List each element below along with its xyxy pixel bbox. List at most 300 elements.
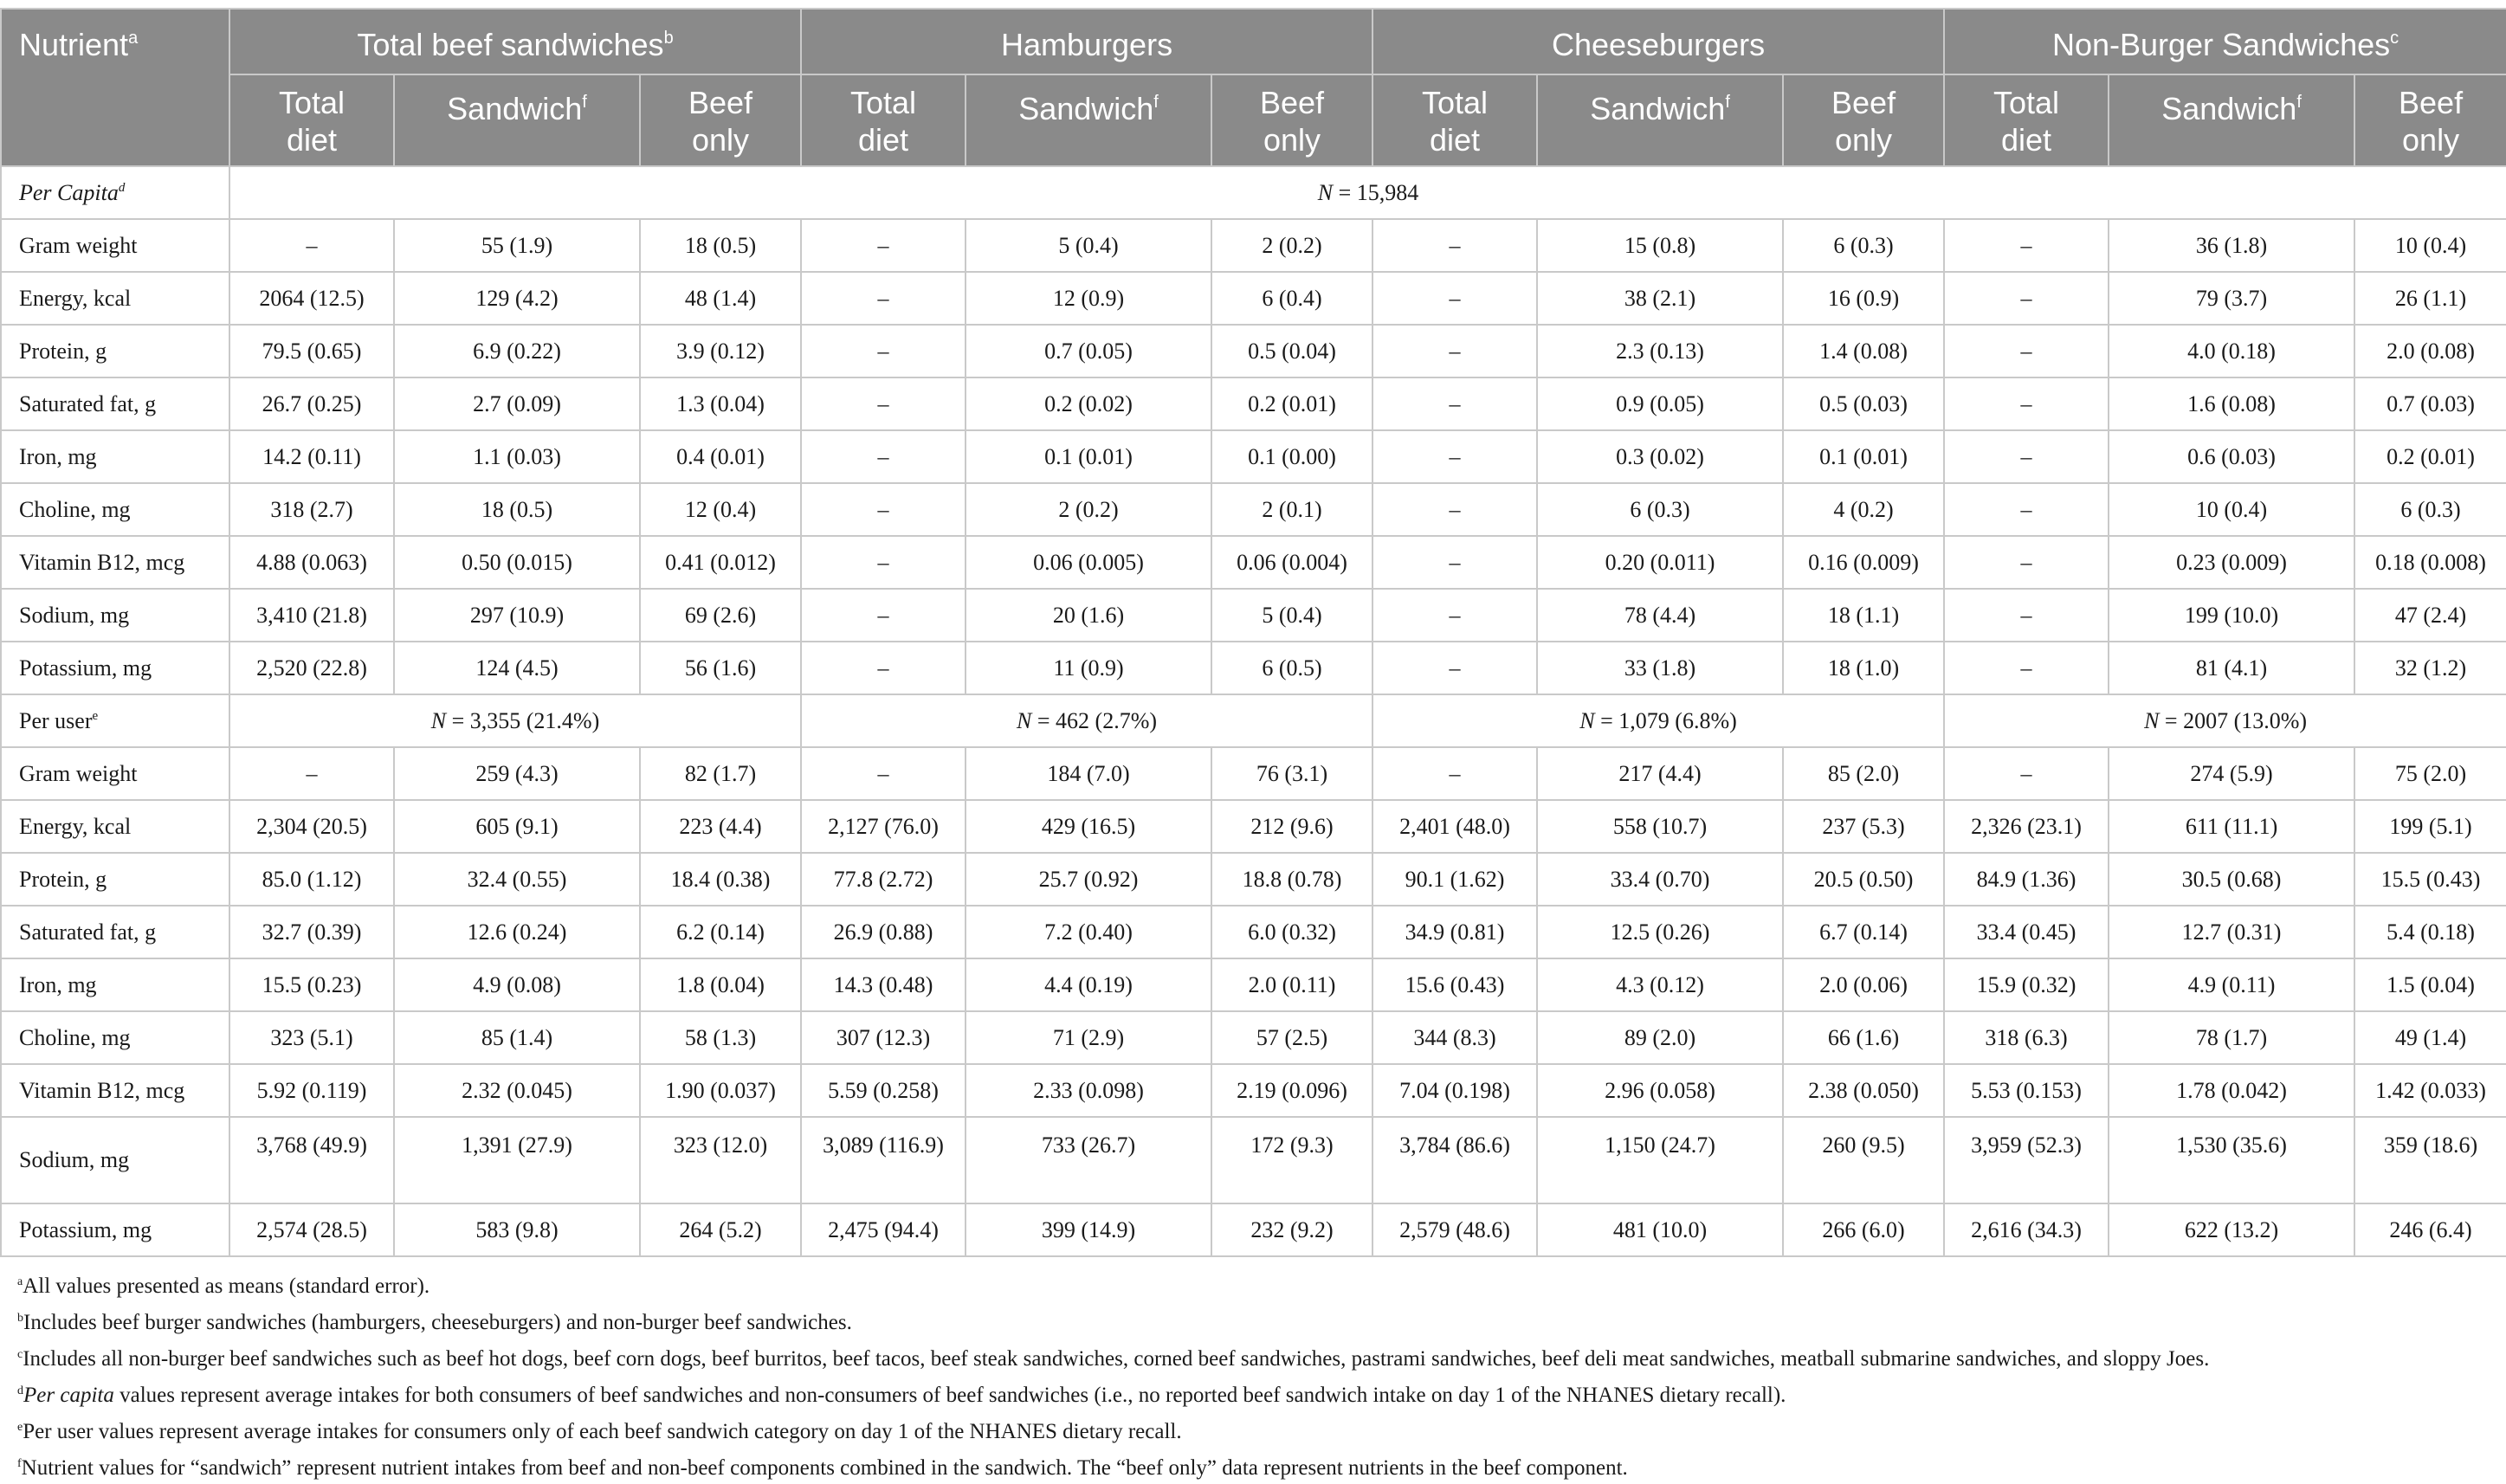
footnote-marker: f bbox=[17, 1457, 22, 1470]
table-cell: 7.2 (0.40) bbox=[966, 906, 1211, 958]
table-cell: 2.19 (0.096) bbox=[1211, 1064, 1372, 1117]
row-label: Saturated fat, g bbox=[1, 906, 229, 958]
table-row bbox=[1, 536, 2506, 589]
table-cell: – bbox=[1944, 377, 2109, 430]
footnote-text: Nutrient values for “sandwich” represent nutrient intakes from beef and non-beef components combined in the sandwich. The “beef only” data represent nutrients in the beef component. bbox=[21, 1456, 1628, 1480]
table-cell: 0.6 (0.03) bbox=[2109, 430, 2354, 483]
table-cell: 2,326 (23.1) bbox=[1944, 800, 2109, 853]
footnote bbox=[17, 1339, 2506, 1375]
table-cell: 184 (7.0) bbox=[966, 747, 1211, 800]
subheader-sandwich bbox=[2109, 74, 2354, 166]
row-label: Potassium, mg bbox=[1, 1203, 229, 1256]
table-cell: 2.96 (0.058) bbox=[1537, 1064, 1783, 1117]
table-cell: 1,391 (27.9) bbox=[394, 1117, 640, 1203]
table-cell: 6 (0.3) bbox=[2354, 483, 2506, 536]
per-user-n-value: = 3,355 (21.4%) bbox=[446, 707, 600, 733]
table-cell: 79.5 (0.65) bbox=[229, 325, 394, 377]
table-cell: 0.4 (0.01) bbox=[640, 430, 801, 483]
row-label: Choline, mg bbox=[1, 483, 229, 536]
table-cell: 81 (4.1) bbox=[2109, 642, 2354, 694]
table-cell: – bbox=[1372, 272, 1537, 325]
table-cell: 2 (0.2) bbox=[1211, 219, 1372, 272]
table-cell: 2,616 (34.3) bbox=[1944, 1203, 2109, 1256]
table-cell: 6.2 (0.14) bbox=[640, 906, 801, 958]
table-cell: 611 (11.1) bbox=[2109, 800, 2354, 853]
table-cell: 2 (0.1) bbox=[1211, 483, 1372, 536]
table-cell: 85.0 (1.12) bbox=[229, 853, 394, 906]
subheader-total-diet bbox=[1372, 74, 1537, 166]
table-cell: 318 (6.3) bbox=[1944, 1011, 2109, 1064]
footnote-marker: d bbox=[17, 1384, 23, 1397]
table-row bbox=[1, 430, 2506, 483]
subheader-sandwich bbox=[1537, 74, 1783, 166]
table-cell: 0.9 (0.05) bbox=[1537, 377, 1783, 430]
per-user-n-symbol: N bbox=[430, 707, 447, 733]
table-cell: 4.0 (0.18) bbox=[2109, 325, 2354, 377]
table-cell: 199 (5.1) bbox=[2354, 800, 2506, 853]
row-label: Iron, mg bbox=[1, 430, 229, 483]
table-cell: 26 (1.1) bbox=[2354, 272, 2506, 325]
table-cell: 20 (1.6) bbox=[966, 589, 1211, 642]
table-cell: 5.59 (0.258) bbox=[801, 1064, 966, 1117]
table-cell: 5.53 (0.153) bbox=[1944, 1064, 2109, 1117]
row-label: Gram weight bbox=[1, 747, 229, 800]
subheader-sandwich-label: Sandwich bbox=[1590, 91, 1726, 126]
table-cell: 3,410 (21.8) bbox=[229, 589, 394, 642]
row-label: Energy, kcal bbox=[1, 272, 229, 325]
group-header-hamburgers bbox=[801, 9, 1372, 74]
subheader-sandwich bbox=[394, 74, 640, 166]
table-cell: 15.9 (0.32) bbox=[1944, 958, 2109, 1011]
table-cell: 78 (4.4) bbox=[1537, 589, 1783, 642]
table-cell: 38 (2.1) bbox=[1537, 272, 1783, 325]
table-cell: 6 (0.5) bbox=[1211, 642, 1372, 694]
table-cell: 1.1 (0.03) bbox=[394, 430, 640, 483]
row-label: Gram weight bbox=[1, 219, 229, 272]
subheader-beef-only-line: Beef bbox=[1260, 85, 1325, 120]
table-cell: 78 (1.7) bbox=[2109, 1011, 2354, 1064]
table-cell: 6.0 (0.32) bbox=[1211, 906, 1372, 958]
table-cell: 3,959 (52.3) bbox=[1944, 1117, 2109, 1203]
footnote-text: values represent average intakes for both consumers of beef sandwiches and non-consumers of beef sandwiches (i.e., no reported beef sandwich intake on day 1 of the NHANES dietary recall). bbox=[113, 1384, 1786, 1407]
subheader-sandwich-label: Sandwich bbox=[1018, 91, 1154, 126]
table-row bbox=[1, 272, 2506, 325]
table-cell: 1.6 (0.08) bbox=[2109, 377, 2354, 430]
table-cell: 429 (16.5) bbox=[966, 800, 1211, 853]
table-cell: 47 (2.4) bbox=[2354, 589, 2506, 642]
table-cell: 307 (12.3) bbox=[801, 1011, 966, 1064]
table-cell: 323 (5.1) bbox=[229, 1011, 394, 1064]
per-user-n-cheeseburgers bbox=[1372, 694, 1944, 747]
row-label: Sodium, mg bbox=[1, 1117, 229, 1203]
subheader-total-diet bbox=[229, 74, 394, 166]
nutrient-header-label: Nutrient bbox=[19, 27, 129, 62]
row-label: Iron, mg bbox=[1, 958, 229, 1011]
per-user-n-symbol: N bbox=[1579, 707, 1595, 733]
footnote bbox=[17, 1302, 2506, 1339]
subheader-total-diet-line: diet bbox=[858, 122, 909, 158]
table-cell: – bbox=[1372, 589, 1537, 642]
group-header-cheeseburgers bbox=[1372, 9, 1944, 74]
table-cell: 3,768 (49.9) bbox=[229, 1117, 394, 1203]
table-cell: 6 (0.4) bbox=[1211, 272, 1372, 325]
per-user-section-row bbox=[1, 694, 2506, 747]
table-cell: 0.1 (0.00) bbox=[1211, 430, 1372, 483]
footnote-italic: Per capita bbox=[23, 1384, 114, 1407]
subheader-beef-only-line: only bbox=[691, 122, 750, 158]
footnote bbox=[17, 1411, 2506, 1448]
table-cell: 30.5 (0.68) bbox=[2109, 853, 2354, 906]
table-cell: 0.7 (0.03) bbox=[2354, 377, 2506, 430]
table-cell: 48 (1.4) bbox=[640, 272, 801, 325]
table-cell: 323 (12.0) bbox=[640, 1117, 801, 1203]
group-header-total-beef bbox=[229, 9, 801, 74]
table-cell: 55 (1.9) bbox=[394, 219, 640, 272]
table-cell: 1,150 (24.7) bbox=[1537, 1117, 1783, 1203]
table-cell: – bbox=[1944, 589, 2109, 642]
table-cell: 5.92 (0.119) bbox=[229, 1064, 394, 1117]
per-capita-n-value: = 15,984 bbox=[1333, 179, 1419, 205]
table-cell: 2,304 (20.5) bbox=[229, 800, 394, 853]
per-user-n-non-burger bbox=[1944, 694, 2506, 747]
table-cell: – bbox=[1372, 747, 1537, 800]
table-cell: 2,127 (76.0) bbox=[801, 800, 966, 853]
table-cell: 481 (10.0) bbox=[1537, 1203, 1783, 1256]
table-row bbox=[1, 747, 2506, 800]
footnotes bbox=[0, 1257, 2506, 1484]
table-cell: 0.1 (0.01) bbox=[966, 430, 1211, 483]
table-cell: 223 (4.4) bbox=[640, 800, 801, 853]
table-cell: 318 (2.7) bbox=[229, 483, 394, 536]
table-cell: – bbox=[229, 747, 394, 800]
table-cell: 129 (4.2) bbox=[394, 272, 640, 325]
table-cell: 2.0 (0.08) bbox=[2354, 325, 2506, 377]
table-cell: 14.2 (0.11) bbox=[229, 430, 394, 483]
table-cell: 10 (0.4) bbox=[2354, 219, 2506, 272]
table-cell: 0.3 (0.02) bbox=[1537, 430, 1783, 483]
table-cell: 75 (2.0) bbox=[2354, 747, 2506, 800]
subheader-total-diet-line: Total bbox=[850, 85, 917, 120]
table-cell: 2.33 (0.098) bbox=[966, 1064, 1211, 1117]
table-cell: 36 (1.8) bbox=[2109, 219, 2354, 272]
table-cell: 2 (0.2) bbox=[966, 483, 1211, 536]
table-cell: 49 (1.4) bbox=[2354, 1011, 2506, 1064]
table-cell: – bbox=[801, 536, 966, 589]
row-label: Vitamin B12, mcg bbox=[1, 1064, 229, 1117]
table-cell: 32.4 (0.55) bbox=[394, 853, 640, 906]
footnote-marker: a bbox=[17, 1275, 23, 1288]
table-cell: 5 (0.4) bbox=[966, 219, 1211, 272]
table-cell: 2,401 (48.0) bbox=[1372, 800, 1537, 853]
table-cell: 34.9 (0.81) bbox=[1372, 906, 1537, 958]
table-cell: 57 (2.5) bbox=[1211, 1011, 1372, 1064]
table-cell: 0.18 (0.008) bbox=[2354, 536, 2506, 589]
table-cell: 6 (0.3) bbox=[1537, 483, 1783, 536]
table-cell: – bbox=[1944, 747, 2109, 800]
table-cell: – bbox=[1372, 430, 1537, 483]
table-cell: 2.7 (0.09) bbox=[394, 377, 640, 430]
group-header-non-burger bbox=[1944, 9, 2506, 74]
subheader-total-diet-line: diet bbox=[286, 122, 338, 158]
footnote-marker: b bbox=[17, 1312, 23, 1325]
table-cell: 0.23 (0.009) bbox=[2109, 536, 2354, 589]
table-cell: 26.7 (0.25) bbox=[229, 377, 394, 430]
table-cell: 14.3 (0.48) bbox=[801, 958, 966, 1011]
table-cell: 85 (1.4) bbox=[394, 1011, 640, 1064]
subheader-sandwich bbox=[966, 74, 1211, 166]
table-cell: 4 (0.2) bbox=[1783, 483, 1944, 536]
per-user-n-hamburgers bbox=[801, 694, 1372, 747]
table-cell: 85 (2.0) bbox=[1783, 747, 1944, 800]
table-cell: 0.50 (0.015) bbox=[394, 536, 640, 589]
table-cell: 12 (0.9) bbox=[966, 272, 1211, 325]
table-cell: 0.1 (0.01) bbox=[1783, 430, 1944, 483]
table-cell: 558 (10.7) bbox=[1537, 800, 1783, 853]
subheader-beef-only-line: Beef bbox=[688, 85, 753, 120]
footnote-text: Includes all non-burger beef sandwiches such as beef hot dogs, beef corn dogs, beef burritos, beef tacos, beef steak sandwiches, corned beef sandwiches, pastrami sandwiches, beef deli meat sandwiches, meatball submarine sandwiches, and sloppy Joes. bbox=[23, 1347, 2210, 1371]
table-cell: 15.5 (0.43) bbox=[2354, 853, 2506, 906]
table-body bbox=[1, 166, 2506, 1256]
table-cell: 56 (1.6) bbox=[640, 642, 801, 694]
table-cell: 2,520 (22.8) bbox=[229, 642, 394, 694]
table-cell: 2.3 (0.13) bbox=[1537, 325, 1783, 377]
group-header-label: Cheeseburgers bbox=[1551, 27, 1766, 62]
table-cell: 33.4 (0.70) bbox=[1537, 853, 1783, 906]
subheader-beef-only bbox=[1211, 74, 1372, 166]
subheader-total-diet bbox=[1944, 74, 2109, 166]
table-cell: 399 (14.9) bbox=[966, 1203, 1211, 1256]
table-cell: 12.7 (0.31) bbox=[2109, 906, 2354, 958]
table-cell: 297 (10.9) bbox=[394, 589, 640, 642]
footnote-marker: c bbox=[17, 1348, 23, 1361]
table-cell: 89 (2.0) bbox=[1537, 1011, 1783, 1064]
table-row bbox=[1, 1064, 2506, 1117]
table-cell: 2.0 (0.06) bbox=[1783, 958, 1944, 1011]
table-cell: 264 (5.2) bbox=[640, 1203, 801, 1256]
table-cell: 18.8 (0.78) bbox=[1211, 853, 1372, 906]
table-cell: 622 (13.2) bbox=[2109, 1203, 2354, 1256]
table-cell: 260 (9.5) bbox=[1783, 1117, 1944, 1203]
per-capita-n-symbol: N bbox=[1317, 179, 1334, 205]
table-cell: 32 (1.2) bbox=[2354, 642, 2506, 694]
subheader-beef-only bbox=[2354, 74, 2506, 166]
table-cell: 58 (1.3) bbox=[640, 1011, 801, 1064]
table-cell: – bbox=[801, 325, 966, 377]
row-label: Choline, mg bbox=[1, 1011, 229, 1064]
table-cell: 6.7 (0.14) bbox=[1783, 906, 1944, 958]
per-user-label bbox=[1, 694, 229, 747]
header-row-groups bbox=[1, 9, 2506, 74]
table-cell: 2,475 (94.4) bbox=[801, 1203, 966, 1256]
table-row bbox=[1, 325, 2506, 377]
table-cell: – bbox=[1372, 483, 1537, 536]
table-cell: 6 (0.3) bbox=[1783, 219, 1944, 272]
table-cell: 33.4 (0.45) bbox=[1944, 906, 2109, 958]
table-cell: 15 (0.8) bbox=[1537, 219, 1783, 272]
subheader-total-diet-line: Total bbox=[1993, 85, 2060, 120]
per-user-n-value: = 462 (2.7%) bbox=[1031, 707, 1158, 733]
table-cell: 124 (4.5) bbox=[394, 642, 640, 694]
table-cell: – bbox=[1944, 219, 2109, 272]
table-cell: 0.2 (0.02) bbox=[966, 377, 1211, 430]
table-header bbox=[1, 9, 2506, 166]
subheader-total-diet-line: Total bbox=[278, 85, 346, 120]
table-cell: 69 (2.6) bbox=[640, 589, 801, 642]
subheader-beef-only bbox=[640, 74, 801, 166]
subheader-beef-only-line: only bbox=[1263, 122, 1321, 158]
table-cell: 12.6 (0.24) bbox=[394, 906, 640, 958]
table-cell: 1.5 (0.04) bbox=[2354, 958, 2506, 1011]
table-cell: – bbox=[1372, 219, 1537, 272]
table-cell: 84.9 (1.36) bbox=[1944, 853, 2109, 906]
table-cell: – bbox=[1944, 272, 2109, 325]
per-user-n-value: = 2007 (13.0%) bbox=[2159, 707, 2308, 733]
table-cell: – bbox=[801, 219, 966, 272]
subheader-sandwich-sup: f bbox=[1153, 93, 1159, 112]
table-cell: 1.42 (0.033) bbox=[2354, 1064, 2506, 1117]
group-header-sup: c bbox=[2390, 29, 2399, 48]
table-cell: – bbox=[229, 219, 394, 272]
table-cell: – bbox=[801, 483, 966, 536]
table-cell: 0.16 (0.009) bbox=[1783, 536, 1944, 589]
table-cell: – bbox=[801, 589, 966, 642]
table-cell: – bbox=[1944, 325, 2109, 377]
subheader-sandwich-label: Sandwich bbox=[447, 91, 583, 126]
table-cell: 4.9 (0.11) bbox=[2109, 958, 2354, 1011]
table-cell: 1.78 (0.042) bbox=[2109, 1064, 2354, 1117]
table-row bbox=[1, 1011, 2506, 1064]
footnote-text: Includes beef burger sandwiches (hamburgers, cheeseburgers) and non-burger beef sandwiches. bbox=[23, 1311, 852, 1334]
row-label: Vitamin B12, mcg bbox=[1, 536, 229, 589]
table-cell: 71 (2.9) bbox=[966, 1011, 1211, 1064]
group-header-label: Total beef sandwiches bbox=[357, 27, 664, 62]
table-cell: 2,574 (28.5) bbox=[229, 1203, 394, 1256]
subheader-total-diet-line: Total bbox=[1422, 85, 1489, 120]
subheader-sandwich-sup: f bbox=[582, 93, 587, 112]
table-cell: 605 (9.1) bbox=[394, 800, 640, 853]
table-cell: 26.9 (0.88) bbox=[801, 906, 966, 958]
per-capita-label bbox=[1, 166, 229, 219]
subheader-sandwich-sup: f bbox=[2296, 93, 2302, 112]
per-user-n-symbol: N bbox=[2144, 707, 2160, 733]
row-label: Protein, g bbox=[1, 325, 229, 377]
per-user-n-value: = 1,079 (6.8%) bbox=[1594, 707, 1737, 733]
table-cell: 18 (0.5) bbox=[640, 219, 801, 272]
table-cell: 25.7 (0.92) bbox=[966, 853, 1211, 906]
subheader-beef-only bbox=[1783, 74, 1944, 166]
table-cell: 583 (9.8) bbox=[394, 1203, 640, 1256]
per-capita-label-text: Per Capita bbox=[19, 179, 119, 205]
subheader-total-diet bbox=[801, 74, 966, 166]
table-cell: 5.4 (0.18) bbox=[2354, 906, 2506, 958]
table-row bbox=[1, 219, 2506, 272]
table-cell: – bbox=[801, 747, 966, 800]
table-cell: 12.5 (0.26) bbox=[1537, 906, 1783, 958]
per-capita-section-row bbox=[1, 166, 2506, 219]
table-cell: – bbox=[1372, 642, 1537, 694]
footnote-marker: e bbox=[17, 1421, 23, 1434]
subheader-beef-only-line: only bbox=[2402, 122, 2460, 158]
row-label: Protein, g bbox=[1, 853, 229, 906]
subheader-beef-only-line: only bbox=[1835, 122, 1893, 158]
table-cell: 266 (6.0) bbox=[1783, 1203, 1944, 1256]
table-row bbox=[1, 642, 2506, 694]
table-cell: 33 (1.8) bbox=[1537, 642, 1783, 694]
table-cell: – bbox=[1372, 377, 1537, 430]
table-cell: 6.9 (0.22) bbox=[394, 325, 640, 377]
table-cell: 2,579 (48.6) bbox=[1372, 1203, 1537, 1256]
table-cell: 2064 (12.5) bbox=[229, 272, 394, 325]
table-cell: 172 (9.3) bbox=[1211, 1117, 1372, 1203]
table-cell: 3.9 (0.12) bbox=[640, 325, 801, 377]
table-cell: 76 (3.1) bbox=[1211, 747, 1372, 800]
table-cell: 232 (9.2) bbox=[1211, 1203, 1372, 1256]
table-cell: 246 (6.4) bbox=[2354, 1203, 2506, 1256]
table-cell: 0.20 (0.011) bbox=[1537, 536, 1783, 589]
per-capita-sup: d bbox=[118, 180, 126, 195]
table-cell: 5 (0.4) bbox=[1211, 589, 1372, 642]
table-cell: 0.5 (0.03) bbox=[1783, 377, 1944, 430]
table-cell: 1.4 (0.08) bbox=[1783, 325, 1944, 377]
subheader-beef-only-line: Beef bbox=[2399, 85, 2464, 120]
per-user-n-total-beef bbox=[229, 694, 801, 747]
table-cell: – bbox=[801, 377, 966, 430]
table-cell: 0.2 (0.01) bbox=[2354, 430, 2506, 483]
table-cell: 1.8 (0.04) bbox=[640, 958, 801, 1011]
footnote-text: Per user values represent average intakes for consumers only of each beef sandwich category on day 1 of the NHANES dietary recall. bbox=[23, 1420, 1182, 1443]
table-cell: 77.8 (2.72) bbox=[801, 853, 966, 906]
table-cell: 259 (4.3) bbox=[394, 747, 640, 800]
table-cell: 4.4 (0.19) bbox=[966, 958, 1211, 1011]
table-cell: – bbox=[1944, 642, 2109, 694]
table-cell: 79 (3.7) bbox=[2109, 272, 2354, 325]
subheader-total-diet-line: diet bbox=[2001, 122, 2052, 158]
table-cell: – bbox=[1372, 536, 1537, 589]
per-user-sup: e bbox=[92, 708, 99, 723]
row-label: Saturated fat, g bbox=[1, 377, 229, 430]
table-container bbox=[0, 8, 2506, 1484]
group-header-label: Hamburgers bbox=[1001, 27, 1173, 62]
table-cell: 0.06 (0.005) bbox=[966, 536, 1211, 589]
table-cell: 4.3 (0.12) bbox=[1537, 958, 1783, 1011]
header-row-subcolumns bbox=[1, 74, 2506, 166]
group-header-sup: b bbox=[663, 29, 674, 48]
subheader-total-diet-line: diet bbox=[1430, 122, 1481, 158]
table-row bbox=[1, 589, 2506, 642]
table-cell: 2.32 (0.045) bbox=[394, 1064, 640, 1117]
table-cell: 0.06 (0.004) bbox=[1211, 536, 1372, 589]
nutrient-table bbox=[0, 8, 2506, 1257]
table-cell: 237 (5.3) bbox=[1783, 800, 1944, 853]
table-cell: 199 (10.0) bbox=[2109, 589, 2354, 642]
table-cell: – bbox=[801, 272, 966, 325]
table-cell: 18.4 (0.38) bbox=[640, 853, 801, 906]
row-label: Potassium, mg bbox=[1, 642, 229, 694]
table-row bbox=[1, 483, 2506, 536]
subheader-sandwich-label: Sandwich bbox=[2161, 91, 2297, 126]
table-cell: – bbox=[1944, 483, 2109, 536]
group-header-label: Non-Burger Sandwiches bbox=[2051, 27, 2391, 62]
table-cell: 15.6 (0.43) bbox=[1372, 958, 1537, 1011]
footnote bbox=[17, 1266, 2506, 1302]
table-cell: – bbox=[1944, 430, 2109, 483]
table-cell: 90.1 (1.62) bbox=[1372, 853, 1537, 906]
table-row bbox=[1, 958, 2506, 1011]
per-user-label-text: Per user bbox=[19, 707, 93, 733]
table-cell: 1.3 (0.04) bbox=[640, 377, 801, 430]
table-cell: 18 (1.0) bbox=[1783, 642, 1944, 694]
table-cell: 12 (0.4) bbox=[640, 483, 801, 536]
